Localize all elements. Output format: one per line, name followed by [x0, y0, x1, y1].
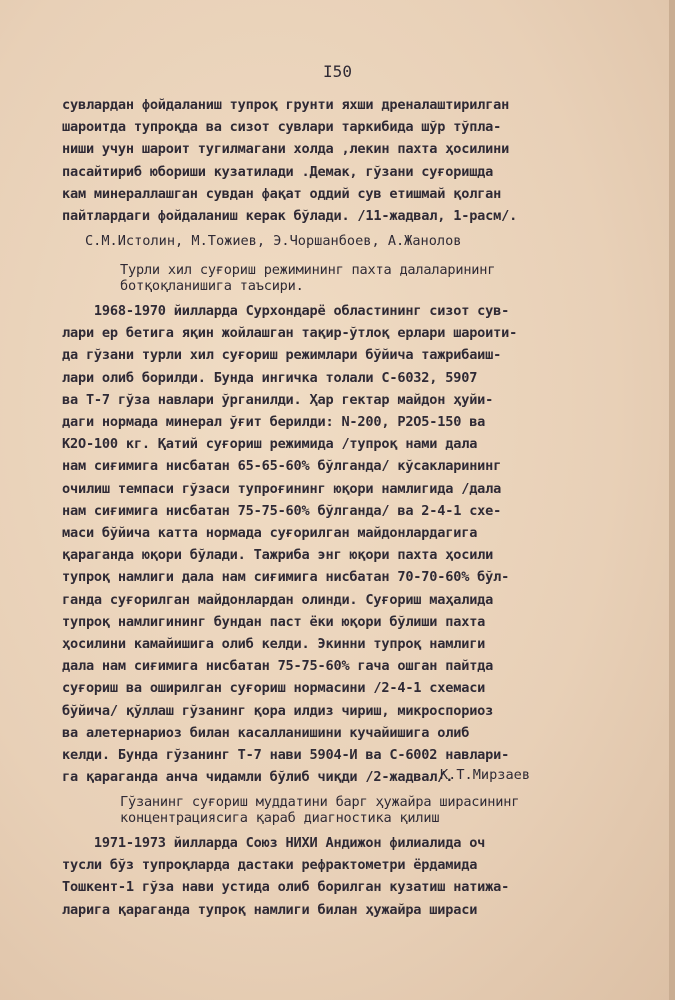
text-line: маси бўйича катта нормада суғорилган майдонлардагига [62, 525, 478, 542]
text-line: ганда суғорилган майдонлардан олинди. Суғориш маҳалида [62, 591, 494, 608]
text-line: тупроқ намлигининг бундан паст ёки юқори бўлиши пахта [62, 613, 486, 630]
text-line: нам сиғимига нисбатан 75-75-60% бўлганда/ ва 2-4-1 схе- [62, 502, 502, 519]
paragraph-1 [62, 94, 622, 227]
text-line: шароитда тупроқда ва сизот сувлари таркибида шўр тўпла- [62, 119, 502, 136]
title-line: ботқоқланишига таъсири. [120, 278, 304, 294]
text-line: 1971-1973 йилларда Союз НИХИ Андижон филиалида оч [62, 835, 486, 851]
author-signature: К.Т.Мирзаев [440, 767, 531, 783]
title-line: Турли хил суғориш режимининг пахта далаларининг [120, 262, 496, 278]
text-line: қараганда юқори бўлади. Тажриба энг юқори пахта ҳосили [62, 547, 494, 564]
text-line: кам минераллашган сувдан фақат оддий сув етишмай қолган [62, 185, 502, 202]
text-line: тупроқ намлиги дала нам сиғимига нисбатан 70-70-60% бўл- [62, 569, 510, 586]
page-edge-shadow [669, 0, 675, 1000]
text-line: да гўзани турли хил суғориш режимлари бўйича тажрибаиш- [62, 347, 502, 364]
authors-line: С.М.Истолин, М.Тожиев, Э.Чоршанбоев, А.Жанолов [85, 233, 462, 249]
text-line: очилиш темпаси гўзаси тупроғининг юқори намлигида /дала [62, 480, 502, 497]
text-line: ва алетернариоз билан касалланишини кучайишига олиб [62, 724, 470, 741]
paragraph-3 [62, 832, 622, 921]
paragraph-2 [62, 300, 622, 788]
text-line: лари олиб борилди. Бунда ингичка толали С-6032, 5907 [62, 369, 478, 386]
text-line: даги нормада минерал ўғит берилди: N-200, P2O5-150 ва [62, 414, 486, 431]
text-line: ҳосилини камайишига олиб келди. Экинни тупроқ намлиги [62, 636, 486, 653]
text-line: га қараганда анча чидамли бўлиб чиқди /2-жадвал/. [62, 769, 454, 786]
section-title-2 [120, 794, 600, 826]
text-line: ниши учун шароит тугилмагани холда ,лекин пахта ҳосилини [62, 141, 510, 158]
text-line: пайтлардаги фойдаланиш керак бўлади. /11-жадвал, 1-расм/. [62, 208, 518, 225]
title-line: концентрациясига қараб диагностика қилиш [120, 810, 440, 826]
text-line: ларига қараганда тупроқ намлиги билан ҳужайра шираси [62, 901, 478, 918]
title-line: Гўзанинг суғориш муддатини барг ҳужайра ширасининг [120, 794, 520, 810]
text-line: лари ер бетига яқин жойлашган тақир-ўтлоқ ерлари шароити- [62, 325, 518, 342]
text-line: тусли бўз тупроқларда дастаки рефрактометри ёрдамида [62, 857, 478, 874]
text-line: дала нам сиғимига нисбатан 75-75-60% гача ошган пайтда [62, 658, 494, 675]
text-line: суғориш ва оширилган суғориш нормасини /2-4-1 схемаси [62, 680, 486, 697]
section-title-1 [120, 262, 600, 294]
text-line: 1968-1970 йилларда Сурхондарё областининг сизот сув- [62, 303, 510, 319]
text-line: пасайтириб юбориши кузатилади .Демак, гўзани суғоришда [62, 163, 494, 180]
text-line: сувлардан фойдаланиш тупроқ грунти яхши дреналаштирилган [62, 97, 510, 113]
text-line: ва Т-7 гўза навлари ўрганилди. Ҳар гектар майдон ҳуйи- [62, 391, 494, 408]
text-line: нам сиғимига нисбатан 65-65-60% бўлганда/ кўсакларининг [62, 458, 502, 475]
text-line: бўйича/ қўллаш гўзанинг қора илдиз чириш, микроспориоз [62, 702, 494, 719]
text-line: K2O-100 кг. Қатий суғориш режимида /тупроқ нами дала [62, 436, 478, 453]
page-number: I50 [323, 62, 352, 81]
text-line: келди. Бунда гўзанинг Т-7 нави 5904-И ва С-6002 навлари- [62, 747, 510, 764]
text-line: Тошкент-1 гўза нави устида олиб борилган кузатиш натижа- [62, 879, 510, 896]
